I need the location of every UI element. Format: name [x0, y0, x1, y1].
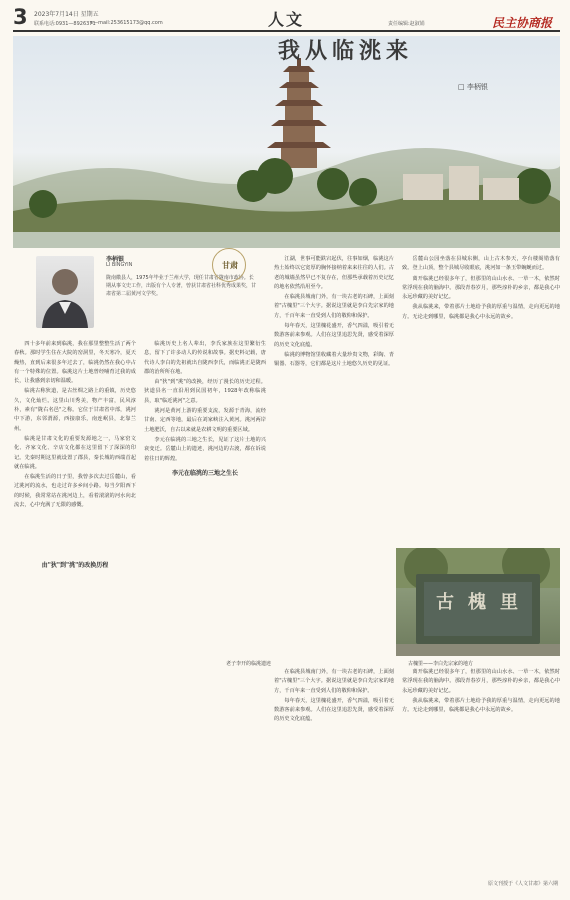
section-title: 人文: [268, 10, 305, 29]
author-description: 陇南徽县人，1975年毕业于兰州大学，现任甘肃省陇南市政协。长期从事文史工作，出版有个人专著，曾获甘肃省社科优秀成果奖，甘肃省第二届黄河文学奖。: [106, 275, 257, 297]
paragraph: 临洮古称狄道，是古丝绸之路上的重镇，历史悠久，文化灿烂。这里山川秀美，物产丰富，民风淳朴，素有"陇右名邑"之称。它位于甘肃省中部，洮河中下游，东邻渭源，西接康乐，南连岷县，北靠兰州。: [14, 388, 136, 432]
header-rule: [13, 30, 560, 32]
author-name-pinyin: LI BINGYIN: [106, 262, 133, 268]
responsible-editor: 责任编辑:赵淑娟: [388, 21, 425, 27]
stone-photo-caption: 古槐里——李白先宗家的地方: [408, 661, 474, 667]
svg-text:古: 古: [436, 592, 454, 613]
picture-caption: 老子李开的临洮遗迹: [226, 661, 272, 667]
author-portrait: [36, 256, 94, 328]
emblem-label: 甘肃: [222, 260, 238, 270]
contact-phone: 联系电话:0931—8926371: [34, 21, 96, 27]
newspaper-logo: 民主协商报: [492, 16, 553, 30]
paragraph: 每年春天，这里槐花盛开，香气四溢，吸引着无数游客前来参观。人们在这里追思先贤，感受着深厚的历史文化底蕴。: [274, 323, 394, 348]
paragraph: 在临洮县城南门外，有一块古老的石碑，上面刻着"古槐里"三个大字。据说这里就是李白先宗家的地方，千百年来一直受到人们的敬仰和保护。: [274, 294, 394, 319]
paragraph: 临洮历史上名人辈出，李氏家族在这里繁衍生息，留下了许多动人的传说和故事。据史料记载，唐代诗人李白的先祖就出自陇西李氏，而临洮正是陇西郡的治所所在地。: [144, 341, 266, 375]
text-column-4-lower: [402, 668, 560, 874]
paragraph: 离开临洮已经很多年了，但那里的山山水水、一草一木，依然时常浮现在我的脑海中。那段青春岁月，那些淳朴的乡亲，都是我心中永远珍藏的美好记忆。: [402, 669, 560, 694]
paragraph: 在临洮县城南门外，有一块古老的石碑，上面刻着"古槐里"三个大字。据说这里就是李白先宗家的地方，千百年来一直受到人们的敬仰和保护。: [274, 669, 394, 694]
svg-text:里: 里: [500, 592, 518, 613]
text-column-3-lower: [274, 668, 394, 874]
subheading-2: 李元在临洮的三地之生长: [171, 470, 238, 477]
paragraph: 离开临洮已经很多年了，但那里的山山水水、一草一木，依然时常浮现在我的脑海中。那段青春岁月，那些淳朴的乡亲，都是我心中永远珍藏的美好记忆。: [402, 275, 560, 301]
paragraph: 临洮的博物馆里收藏着大量珍贵文物，彩陶、青铜器、石器等，它们都是这片土地悠久历史的见证。: [274, 351, 394, 368]
paragraph: 由"狄"到"洮"的改换，经历了漫长的历史过程。狄道县名一直沿用到民国初年，1928年改称临洮县，取"临近洮河"之意。: [144, 379, 266, 404]
article-title: 我从临洮来: [278, 38, 414, 64]
paragraph: 临洮是甘肃文化的重要发源地之一，马家窑文化、齐家文化、辛店文化都在这里留下了深深的印记。先秦时期这里就设置了郡县，秦长城的西端首起就在临洮。: [14, 435, 136, 470]
paragraph: 四十多年前来到临洮，我在那里整整生活了两个春秋。那时学生住在大院的窑洞里，冬天寒冷，夏天燥热，直到后来很多年过去了，临洮仍然在我心中占有一个特殊的位置。临洮这片土地曾经哺育过我的成长，让我感到亲切和温暖。: [14, 341, 136, 385]
paragraph: 在临洮生活的日子里，我曾多次去过岳麓山，看过洮河的流水，也走过许多乡间小路。每当夕阳西下的时候，我常常站在洮河边上，看着滚滚的河水向北流去，心中充满了无限的感慨。: [14, 474, 136, 509]
text-column-1: [14, 340, 136, 875]
hero-landscape-image: [13, 36, 560, 248]
issue-date: 2023年7月14日 星期五: [34, 11, 99, 18]
paragraph: 洮河是黄河上游的重要支流，发源于青海，流经甘南、定西等地，最后在刘家峡注入黄河。洮河两岸土地肥沃，自古以来就是农耕文明的重要区域。: [144, 408, 266, 433]
page-header: [0, 0, 570, 36]
portrait-silhouette: [36, 256, 94, 328]
paragraph: 我从临洮来，带着那片土地给予我的厚重与温情，走向更远的地方。无论走到哪里，临洮都是我心中永远的故乡。: [402, 697, 560, 714]
paragraph: 我从临洮来，带着那片土地给予我的厚重与温情，走向更远的地方。无论走到哪里，临洮都是我心中永远的故乡。: [402, 304, 560, 320]
gansu-emblem: [212, 248, 252, 288]
stone-tablet-illustration: [396, 548, 560, 656]
text-column-4: [402, 255, 560, 540]
stone-tablet-photo: [396, 548, 560, 656]
paragraph: 岳麓山公园坐落在县城东侧，山上古木参天，亭台楼阁错落有致。登上山顶，整个县城尽收眼底，洮河如一条玉带蜿蜒而过。: [402, 256, 560, 272]
paragraph: 每年春天，这里槐花盛开，香气四溢，吸引着无数游客前来参观。人们在这里追思先贤，感受着深厚的历史文化底蕴。: [274, 697, 394, 723]
article-author: □ 李柄银: [458, 83, 488, 91]
svg-text:槐: 槐: [468, 592, 486, 613]
text-column-2: [144, 340, 266, 875]
source-note: 原文刊授于《人文甘肃》第六期: [488, 881, 559, 887]
page-number: 3: [13, 5, 28, 29]
author-name: 李柄银: [106, 256, 125, 263]
landscape-illustration: [13, 36, 560, 248]
paragraph: 江湖，世事可能跌宕起伏，往事如烟，临洮这片热土始终以它宽厚的胸怀接纳着来来往往的人们。古老的城墙虽然早已不复存在，但那些承载着历史记忆的地名依然沿用至今。: [274, 256, 394, 290]
text-column-3: [274, 255, 394, 635]
contact-email: e—mail:253615173@qq.com: [90, 20, 163, 26]
paragraph: 李元在临洮的三地之生长，见证了这片土地的兴衰变迁。岳麓山上的遗迹，洮河边的古渡，都在诉说着往日的辉煌。: [144, 436, 266, 462]
subheading-1: 由"狄"到"洮"的改换历程: [41, 562, 109, 569]
